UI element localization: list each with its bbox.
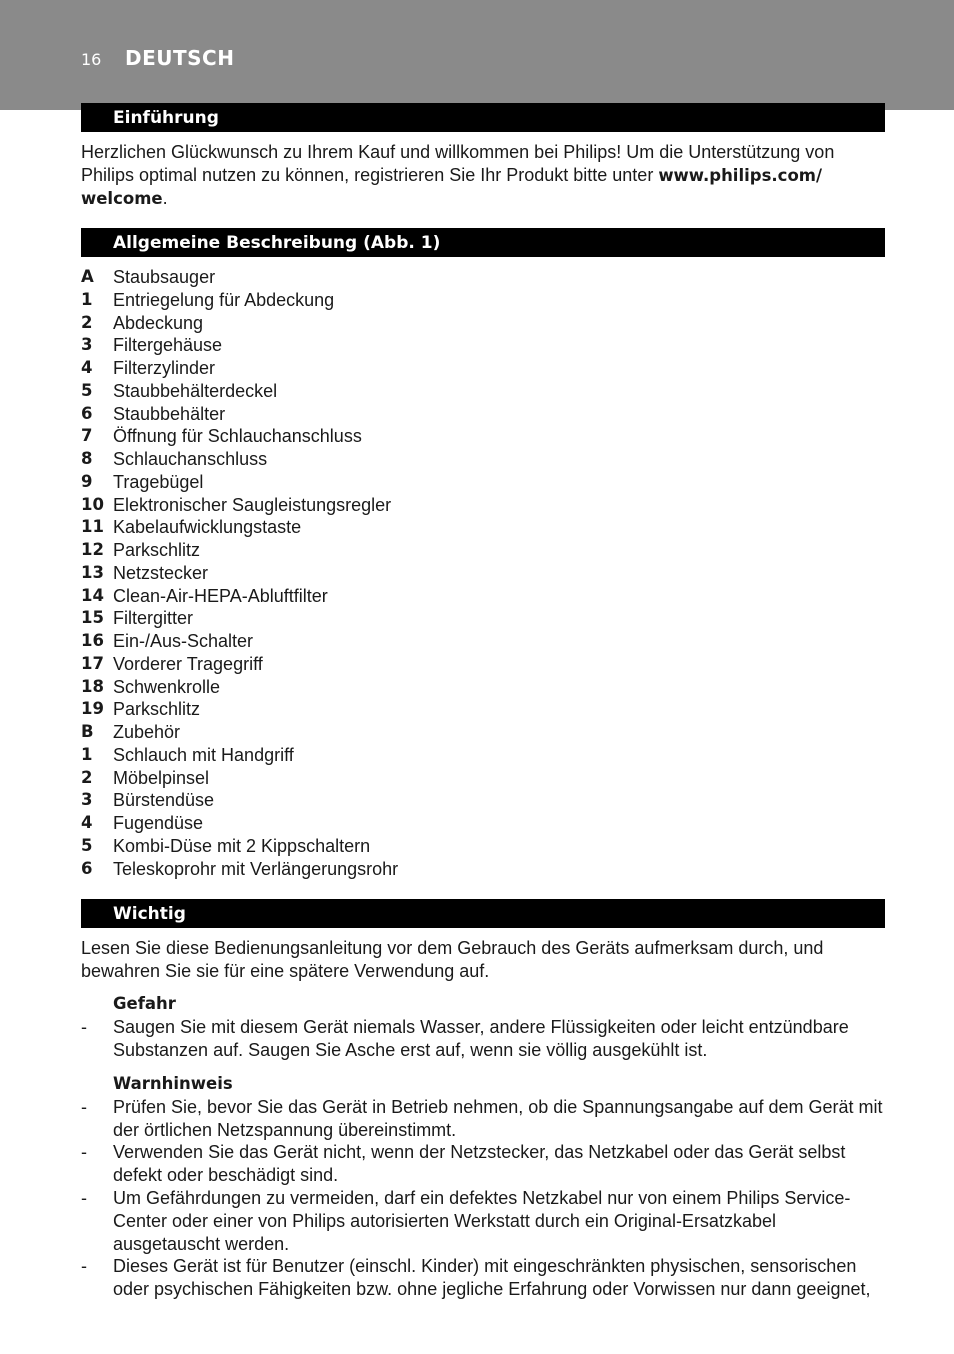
part-list-item [81, 811, 885, 834]
part-list-item [81, 288, 885, 311]
part-number: 7 [81, 426, 93, 446]
part-label: Möbelpinsel [113, 767, 210, 788]
part-number: 19 [81, 699, 104, 719]
part-label: Parkschlitz [113, 540, 201, 560]
part-list-item [81, 265, 885, 288]
part-number: 1 [81, 289, 93, 309]
part-number: 4 [81, 813, 93, 832]
part-number: 3 [81, 335, 93, 355]
language-title: DEUTSCH [125, 46, 235, 70]
part-label: Filtergehäuse [113, 335, 223, 356]
part-number: 6 [81, 403, 93, 423]
bullet-dash: - [81, 1188, 87, 1208]
part-number: 14 [81, 585, 104, 605]
part-number: 5 [81, 835, 93, 855]
part-list-item [81, 561, 885, 584]
part-label: Schwenkrolle [113, 676, 221, 697]
part-number: 12 [81, 540, 104, 559]
danger-item-text: Saugen Sie mit diesem Gerät niemals Wasser, andere Flüssigkeiten oder leicht entzündbare Substanzen auf. Saugen Sie Asche erst auf, wenn sie völlig ausgekühlt ist. [113, 1017, 849, 1060]
part-label: Parkschlitz [113, 699, 201, 720]
section-heading-description: Allgemeine Beschreibung (Abb. 1) [81, 228, 885, 257]
part-label: Staubbehälter [113, 403, 226, 424]
part-number: 1 [81, 744, 93, 764]
part-label: Fugendüse [113, 813, 204, 833]
warning-heading: Warnhinweis [113, 1074, 233, 1093]
registration-link[interactable]: www.philips.com/ welcome [81, 166, 823, 208]
part-label: Elektronischer Saugleistungsregler [113, 494, 392, 515]
part-label: Öffnung für Schlauchanschluss [113, 426, 362, 447]
part-label: Abdeckung [113, 312, 204, 333]
part-list-item [81, 515, 885, 538]
warning-item-text: Dieses Gerät ist für Benutzer (einschl. Kinder) mit eingeschränkten physischen, sensorischen oder psychischen Fähigkeiten bzw. ohne jegliche Erfahrung oder Vorwissen nur dann geeignet, [113, 1256, 871, 1299]
part-list-item [81, 766, 885, 789]
part-label: Kabelaufwicklungstaste [113, 517, 302, 538]
part-label: Schlauchanschluss [113, 449, 268, 469]
part-number: 2 [81, 767, 93, 787]
part-list-item [81, 424, 885, 447]
intro-paragraph [81, 141, 885, 210]
part-label: Clean-Air-HEPA-Abluftfilter [113, 585, 328, 606]
part-list-item [81, 447, 885, 470]
part-number: 15 [81, 608, 104, 628]
part-list-item [81, 356, 885, 379]
part-label: Netzstecker [113, 562, 209, 583]
part-label: Filterzylinder [113, 358, 216, 378]
part-label: Entriegelung für Abdeckung [113, 289, 335, 310]
intro-text: Herzlichen Glückwunsch zu Ihrem Kauf und willkommen bei Philips! Um die Unterstützung von Philips optimal nutzen zu können, registrieren Sie Ihr Produkt bitte unter [81, 142, 835, 185]
part-list-item [81, 493, 885, 516]
important-intro: Lesen Sie diese Bedienungsanleitung vor dem Gebrauch des Geräts aufmerksam durch, und bewahren Sie sie für eine spätere Verwendung auf. [81, 938, 824, 981]
section-heading-intro: Einführung [81, 103, 885, 132]
part-list-item [81, 629, 885, 652]
part-label: Kombi-Düse mit 2 Kippschaltern [113, 835, 371, 856]
warning-item-text: Um Gefährdungen zu vermeiden, darf ein defektes Netzkabel nur von einem Philips Service-Center oder einer von Philips autorisierten Werkstatt durch ein Original-Ersatzkabel ausgetauscht werden. [113, 1188, 851, 1254]
part-label: Filtergitter [113, 608, 194, 629]
part-list-item [81, 311, 885, 334]
intro-text-end: . [162, 188, 168, 208]
bullet-dash: - [81, 1142, 87, 1162]
part-number: 8 [81, 449, 93, 468]
part-number: 17 [81, 653, 104, 673]
part-label: Schlauch mit Handgriff [113, 744, 294, 765]
section-heading-important: Wichtig [81, 899, 885, 928]
bullet-dash: - [81, 1097, 87, 1117]
part-list-item [81, 584, 885, 607]
warning-item-text: Verwenden Sie das Gerät nicht, wenn der Netzstecker, das Netzkabel oder das Gerät selbst defekt oder beschädigt sind. [113, 1142, 846, 1185]
part-number: 4 [81, 358, 93, 377]
part-list-item [81, 834, 885, 857]
part-number: 2 [81, 312, 93, 332]
part-list-item [81, 379, 885, 402]
part-label: Vorderer Tragegriff [113, 653, 263, 674]
part-number: 9 [81, 471, 93, 491]
part-list-item [81, 857, 885, 880]
part-number: 11 [81, 517, 104, 537]
part-label: Staubsauger [113, 267, 216, 287]
part-list-item [81, 720, 885, 743]
bullet-dash: - [81, 1256, 87, 1276]
part-list-item [81, 606, 885, 629]
part-list-item [81, 333, 885, 356]
part-number: A [81, 267, 94, 286]
part-list-item [81, 538, 885, 561]
part-label: Ein-/Aus-Schalter [113, 631, 254, 651]
part-label: Staubbehälterdeckel [113, 380, 278, 401]
part-list-item [81, 788, 885, 811]
part-number: 5 [81, 380, 93, 400]
part-number: B [81, 722, 94, 741]
part-label: Zubehör [113, 722, 181, 742]
part-number: 18 [81, 676, 104, 696]
part-number: 10 [81, 494, 104, 514]
part-number: 16 [81, 631, 104, 650]
part-list-item [81, 675, 885, 698]
part-list-item [81, 743, 885, 766]
warning-item-text: Prüfen Sie, bevor Sie das Gerät in Betrieb nehmen, ob die Spannungsangabe auf dem Gerät mit der örtlichen Netzspannung übereinstimmt. [113, 1097, 883, 1140]
part-list-item [81, 470, 885, 493]
part-label: Teleskoprohr mit Verlängerungsrohr [113, 858, 399, 879]
part-list-item [81, 402, 885, 425]
part-label: Bürstendüse [113, 790, 215, 811]
part-number: 13 [81, 562, 104, 582]
part-list-item [81, 652, 885, 675]
danger-heading: Gefahr [113, 994, 176, 1013]
part-number: 6 [81, 858, 93, 878]
bullet-dash: - [81, 1017, 87, 1037]
parts-list [81, 265, 885, 879]
part-number: 3 [81, 790, 93, 810]
page-number: 16 [81, 50, 102, 69]
part-label: Tragebügel [113, 471, 204, 492]
part-list-item [81, 697, 885, 720]
